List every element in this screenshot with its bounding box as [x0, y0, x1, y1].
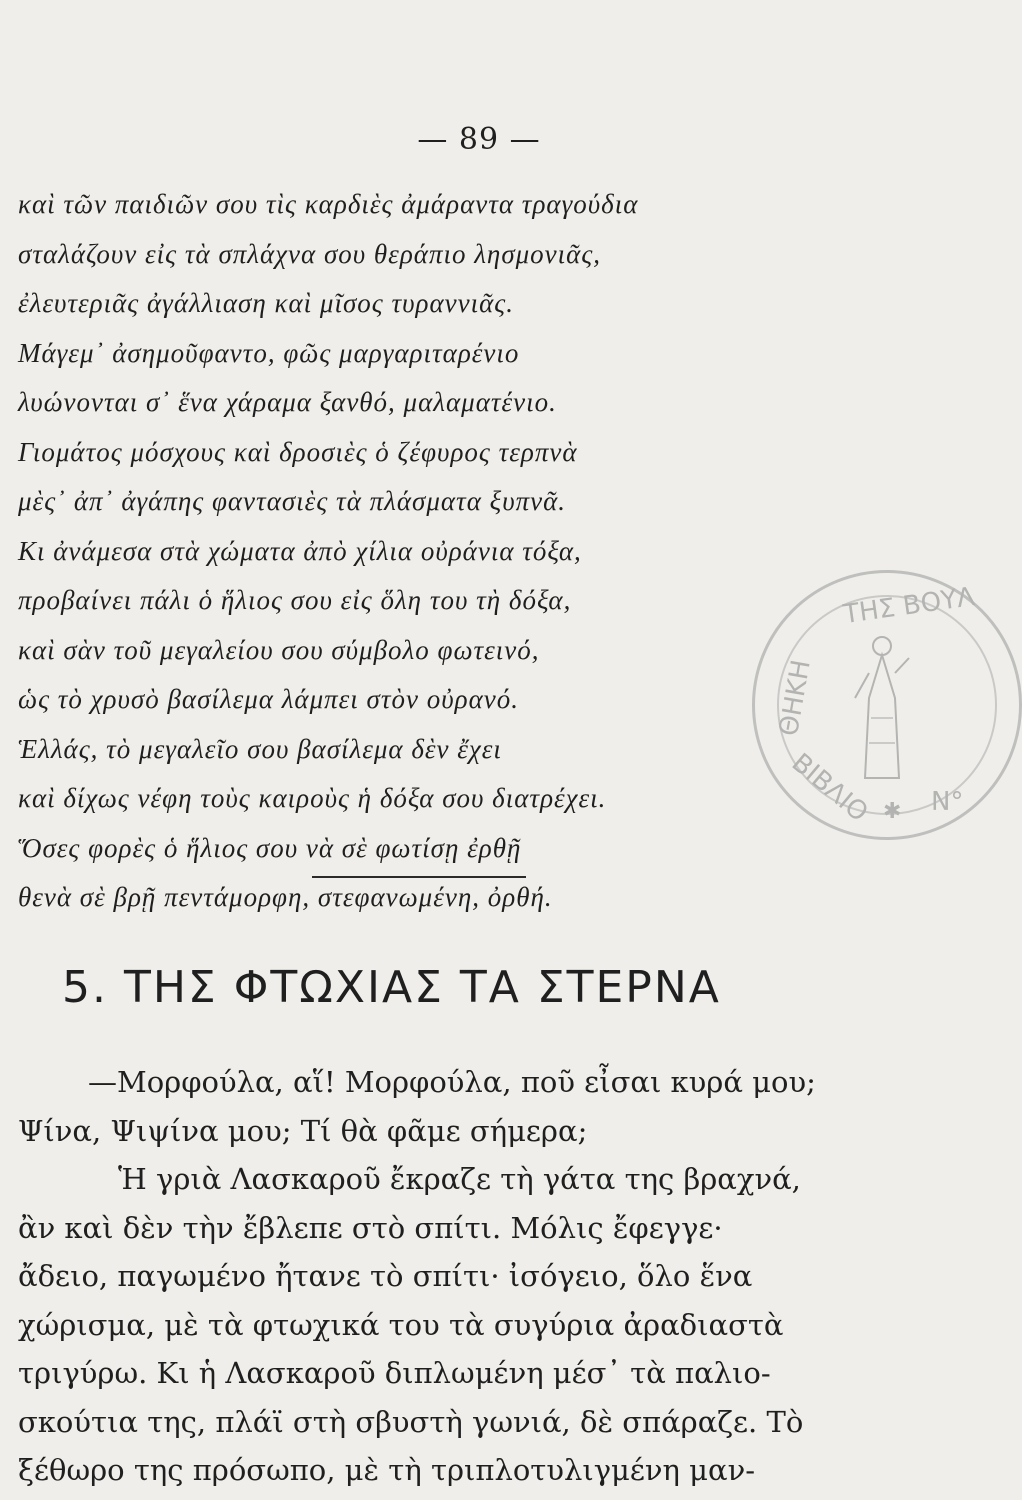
section-title: 5. ΤΗΣ ΦΤΩΧΙΑΣ ΤΑ ΣΤΕΡΝΑ [62, 962, 721, 1013]
prose-line: χώρισμα, μὲ τὰ φτωχικά του τὰ συγύρια ἀραδιαστὰ [18, 1307, 784, 1342]
poem-line: προβαίνει πάλι ὁ ἥλιος σου εἰς ὅλη του τὴ δόξα, [18, 585, 572, 615]
poem-line: ἐλευτεριᾶς ἀγάλλιαση καὶ μῖσος τυραννιᾶς. [18, 288, 515, 318]
poem-line: Κι ἀνάμεσα στὰ χώματα ἀπὸ χίλια οὐράνια τόξα, [18, 535, 582, 566]
stamp-text-right: Ν° [931, 787, 964, 817]
poem-line: καὶ τῶν παιδιῶν σου τὶς καρδιὲς ἀμάραντα τραγούδια [18, 189, 639, 219]
poem-line: Μάγεμ᾿ ἀσημοῦφαντο, φῶς μαργαριταρένιο [18, 337, 520, 368]
poem-line: ὡς τὸ χρυσὸ βασίλεμα λάμπει στὸν οὐρανό. [18, 684, 520, 714]
section-divider [312, 876, 526, 878]
stamp-text-top: ΤΗΣ ΒΟΥΛ [841, 581, 977, 631]
poem-line: Ἑλλάς, τὸ μεγαλεῖο σου βασίλεμα δὲν ἔχει [18, 733, 502, 764]
poem-block [18, 180, 818, 923]
poem-line: θενὰ σὲ βρῇ πεντάμορφη, στεφανωμένη, ὀρθή. [18, 882, 553, 912]
poem-line: Ὅσες φορὲς ὁ ἥλιος σου νὰ σὲ φωτίσῃ ἐρθῇ [18, 832, 522, 863]
prose-line: τριγύρω. Κι ἡ Λασκαροῦ διπλωμένη μέσ᾿ τὰ παλιο- [18, 1356, 771, 1390]
stamp-text-left: ΘΗΚΗ [773, 657, 817, 739]
prose-line: ξέθωρο της πρόσωπο, μὲ τὴ τριπλοτυλιγμένη μαν- [18, 1453, 756, 1487]
poem-line: καὶ σὰν τοῦ μεγαλείου σου σύμβολο φωτεινό, [18, 634, 540, 665]
poem-line: καὶ δίχως νέφη τοὺς καιροὺς ἡ δόξα σου διατρέχει. [18, 783, 607, 813]
stamp-figure-icon [847, 628, 917, 788]
poem-line: λυώνονται σ᾿ ἕνα χάραμα ξανθό, μαλαματένιο. [18, 387, 557, 417]
poem-line: Γιομάτος μόσχους καὶ δροσιὲς ὁ ζέφυρος τερπνὰ [18, 436, 578, 467]
prose-line: σκούτια της, πλάϊ στὴ σβυστὴ γωνιά, δὲ σπάραζε. Τὸ [18, 1404, 804, 1439]
stamp-star-icon: ✱ [883, 799, 902, 824]
stamp-text-bottom: ΒΙΒΛΙΟ [785, 747, 874, 829]
page-number: — 89 — [417, 122, 541, 157]
poem-line: μὲς᾿ ἀπ᾿ ἀγάπης φαντασιὲς τὰ πλάσματα ξυπνᾶ. [18, 486, 567, 516]
prose-line: Ψίνα, Ψιψίνα μου; Τί θὰ φᾶμε σήμερα; [18, 1113, 588, 1148]
library-stamp [752, 570, 1022, 840]
prose-line: ἄδειο, παγωμένο ἤτανε τὸ σπίτι· ἰσόγειο, ὅλο ἕνα [18, 1259, 753, 1293]
prose-line: Ἡ γριὰ Λασκαροῦ ἔκραζε τὴ γάτα της βραχνά, [118, 1162, 801, 1196]
prose-line: ἂν καὶ δὲν τὴν ἔβλεπε στὸ σπίτι. Μόλις ἔφεγγε· [18, 1210, 723, 1245]
prose-line: —Μορφούλα, αἵ! Μορφούλα, ποῦ εἶσαι κυρά μου; [88, 1065, 816, 1099]
prose-block [18, 1058, 818, 1495]
poem-line: σταλάζουν εἰς τὰ σπλάχνα σου θεράπιο λησμονιᾶς, [18, 238, 602, 269]
